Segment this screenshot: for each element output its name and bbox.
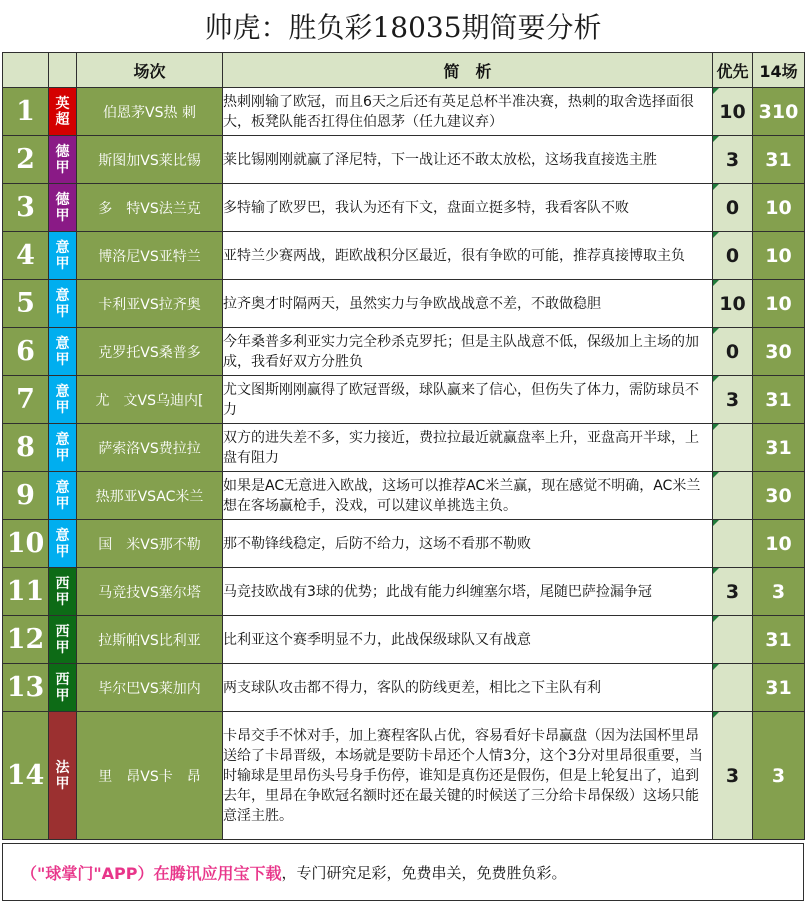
analysis-text: 卡昂交手不怵对手，加上赛程客队占优，容易看好卡昂赢盘（因为法国杯里昂送给了卡昂晋级，本场就是要防卡昂还个人情3分，这个3分对里昂很重要，当时输球是里昂伤头号身手伤停，谁知是真伤还是假伤，但是上轮复出了，追到去年，里昂在争欧冠名额时还在最关键的时候送了三分给卡昂保级）这场只能意淫主胜。	[223, 712, 713, 840]
league-label: 西甲	[55, 623, 70, 656]
match-name: 毕尔巴VS莱加内	[77, 664, 223, 712]
cell-comment-marker	[713, 472, 719, 478]
fourteen-value: 3	[753, 712, 805, 840]
header-match: 场次	[77, 53, 223, 88]
analysis-table	[2, 52, 805, 840]
table-row	[3, 712, 805, 840]
footer-app-link[interactable]: （"球掌门"APP）在腾讯应用宝下载	[21, 863, 282, 883]
match-name: 热那亚VSAC米兰	[77, 472, 223, 520]
table-row	[3, 568, 805, 616]
league-label: 德甲	[55, 191, 70, 224]
league-label: 意甲	[55, 431, 70, 464]
priority-value: 10	[719, 292, 746, 315]
header-priority: 优先	[713, 53, 753, 88]
league-badge	[49, 568, 77, 616]
fourteen-value: 30	[753, 328, 805, 376]
header-blank	[3, 53, 49, 88]
row-number: 12	[3, 616, 49, 664]
fourteen-value: 310	[753, 88, 805, 136]
row-number: 1	[3, 88, 49, 136]
fourteen-value: 31	[753, 136, 805, 184]
cell-comment-marker	[713, 616, 719, 622]
priority-cell	[713, 616, 753, 664]
league-label: 西甲	[55, 575, 70, 608]
league-label: 西甲	[55, 671, 70, 704]
league-badge	[49, 232, 77, 280]
row-number: 9	[3, 472, 49, 520]
analysis-text: 马竞技欧战有3球的优势；此战有能力纠缠塞尔塔，尾随巴萨捡漏争冠	[223, 568, 713, 616]
priority-value: 10	[719, 100, 746, 123]
cell-comment-marker	[713, 88, 719, 94]
fourteen-value: 31	[753, 664, 805, 712]
league-label: 德甲	[55, 143, 70, 176]
table-row	[3, 184, 805, 232]
fourteen-value: 31	[753, 424, 805, 472]
league-label: 意甲	[55, 239, 70, 272]
analysis-text: 尤文图斯刚刚赢得了欧冠晋级，球队赢来了信心，但伤失了体力，需防球员不力	[223, 376, 713, 424]
table-row	[3, 424, 805, 472]
fourteen-value: 31	[753, 616, 805, 664]
match-name: 马竞技VS塞尔塔	[77, 568, 223, 616]
analysis-text: 莱比锡刚刚就赢了泽尼特，下一战让还不敢太放松，这场我直接选主胜	[223, 136, 713, 184]
priority-cell	[713, 520, 753, 568]
row-number: 5	[3, 280, 49, 328]
analysis-text: 比利亚这个赛季明显不力，此战保级球队又有战意	[223, 616, 713, 664]
footer-note	[2, 843, 804, 901]
analysis-text: 多特输了欧罗巴，我认为还有下文，盘面立挺多特，我看客队不败	[223, 184, 713, 232]
cell-comment-marker	[713, 376, 719, 382]
priority-cell	[713, 232, 753, 280]
league-label: 意甲	[55, 527, 70, 560]
cell-comment-marker	[713, 328, 719, 334]
cell-comment-marker	[713, 424, 719, 430]
table-row	[3, 88, 805, 136]
row-number: 14	[3, 712, 49, 840]
header-fourteen: 14场	[753, 53, 805, 88]
table-row	[3, 520, 805, 568]
league-badge	[49, 712, 77, 840]
header-blank	[49, 53, 77, 88]
row-number: 13	[3, 664, 49, 712]
priority-cell	[713, 664, 753, 712]
table-header-row	[3, 53, 805, 88]
priority-cell	[713, 568, 753, 616]
footer-text: ，专门研究足彩，免费串关，免费胜负彩。	[281, 863, 567, 882]
league-badge	[49, 136, 77, 184]
match-name: 卡利亚VS拉齐奥	[77, 280, 223, 328]
fourteen-value: 10	[753, 520, 805, 568]
fourteen-value: 10	[753, 184, 805, 232]
analysis-text: 亚特兰少赛两战，距欧战积分区最近，很有争欧的可能，推荐真接博取主负	[223, 232, 713, 280]
priority-value: 0	[725, 340, 740, 363]
match-name: 里 昂VS卡 昂	[77, 712, 223, 840]
match-name: 萨索洛VS费拉拉	[77, 424, 223, 472]
table-row	[3, 472, 805, 520]
header-analysis: 简 析	[223, 53, 713, 88]
table-row	[3, 280, 805, 328]
match-name: 克罗托VS桑普多	[77, 328, 223, 376]
table-row	[3, 232, 805, 280]
fourteen-value: 31	[753, 376, 805, 424]
table-row	[3, 376, 805, 424]
page-title: 帅虎：胜负彩18035期简要分析	[0, 0, 806, 52]
table-row	[3, 664, 805, 712]
cell-comment-marker	[713, 136, 719, 142]
priority-cell	[713, 184, 753, 232]
cell-comment-marker	[713, 280, 719, 286]
fourteen-value: 10	[753, 280, 805, 328]
priority-value: 3	[725, 388, 740, 411]
cell-comment-marker	[713, 664, 719, 670]
cell-comment-marker	[713, 568, 719, 574]
priority-cell	[713, 88, 753, 136]
league-badge	[49, 328, 77, 376]
row-number: 6	[3, 328, 49, 376]
fourteen-value: 30	[753, 472, 805, 520]
league-label: 意甲	[55, 479, 70, 512]
match-name: 伯恩茅VS热 刺	[77, 88, 223, 136]
cell-comment-marker	[713, 712, 719, 718]
priority-cell	[713, 328, 753, 376]
row-number: 2	[3, 136, 49, 184]
cell-comment-marker	[713, 232, 719, 238]
analysis-text: 今年桑普多利亚实力完全秒杀克罗托；但是主队战意不低，保级加上主场的加成，我看好双方分胜负	[223, 328, 713, 376]
analysis-text: 如果是AC无意进入欧战，这场可以推荐AC米兰赢，现在感觉不明确，AC米兰想在客场赢枪手，没戏，可以建议单挑选主负。	[223, 472, 713, 520]
analysis-text: 拉齐奥才时隔两天，虽然实力与争欧战战意不差，不敢做稳胆	[223, 280, 713, 328]
cell-comment-marker	[713, 520, 719, 526]
league-label: 意甲	[55, 335, 70, 368]
league-badge	[49, 520, 77, 568]
row-number: 7	[3, 376, 49, 424]
table-row	[3, 616, 805, 664]
analysis-text: 那不勒锋线稳定，后防不给力，这场不看那不勒败	[223, 520, 713, 568]
priority-cell	[713, 472, 753, 520]
row-number: 11	[3, 568, 49, 616]
analysis-text: 热刺刚输了欧冠，而且6天之后还有英足总杯半准决赛，热刺的取舍选择面很大，板凳队能否扛得住伯恩茅（任九建议弃）	[223, 88, 713, 136]
priority-value: 3	[725, 764, 740, 787]
league-label: 法甲	[55, 759, 70, 792]
match-name: 斯图加VS莱比锡	[77, 136, 223, 184]
match-name: 博洛尼VS亚特兰	[77, 232, 223, 280]
priority-value: 3	[725, 148, 740, 171]
analysis-text: 两支球队攻击都不得力，客队的防线更差，相比之下主队有利	[223, 664, 713, 712]
priority-value: 0	[725, 196, 740, 219]
league-label: 意甲	[55, 383, 70, 416]
priority-cell	[713, 280, 753, 328]
row-number: 10	[3, 520, 49, 568]
league-badge	[49, 472, 77, 520]
row-number: 4	[3, 232, 49, 280]
row-number: 8	[3, 424, 49, 472]
league-badge	[49, 616, 77, 664]
league-label: 意甲	[55, 287, 70, 320]
priority-cell	[713, 712, 753, 840]
priority-cell	[713, 424, 753, 472]
match-name: 尤 文VS乌迪内[	[77, 376, 223, 424]
row-number: 3	[3, 184, 49, 232]
league-badge	[49, 184, 77, 232]
match-name: 国 米VS那不勒	[77, 520, 223, 568]
league-badge	[49, 280, 77, 328]
fourteen-value: 10	[753, 232, 805, 280]
match-name: 拉斯帕VS比利亚	[77, 616, 223, 664]
analysis-text: 双方的进失差不多，实力接近，费拉拉最近就赢盘率上升，亚盘高开半球，上盘有阻力	[223, 424, 713, 472]
league-badge	[49, 376, 77, 424]
cell-comment-marker	[713, 184, 719, 190]
priority-value: 3	[725, 580, 740, 603]
league-badge	[49, 664, 77, 712]
priority-value: 0	[725, 244, 740, 267]
table-row	[3, 136, 805, 184]
league-label: 英超	[55, 95, 70, 128]
priority-cell	[713, 136, 753, 184]
priority-cell	[713, 376, 753, 424]
league-badge	[49, 88, 77, 136]
fourteen-value: 3	[753, 568, 805, 616]
league-badge	[49, 424, 77, 472]
table-row	[3, 328, 805, 376]
match-name: 多 特VS法兰克	[77, 184, 223, 232]
